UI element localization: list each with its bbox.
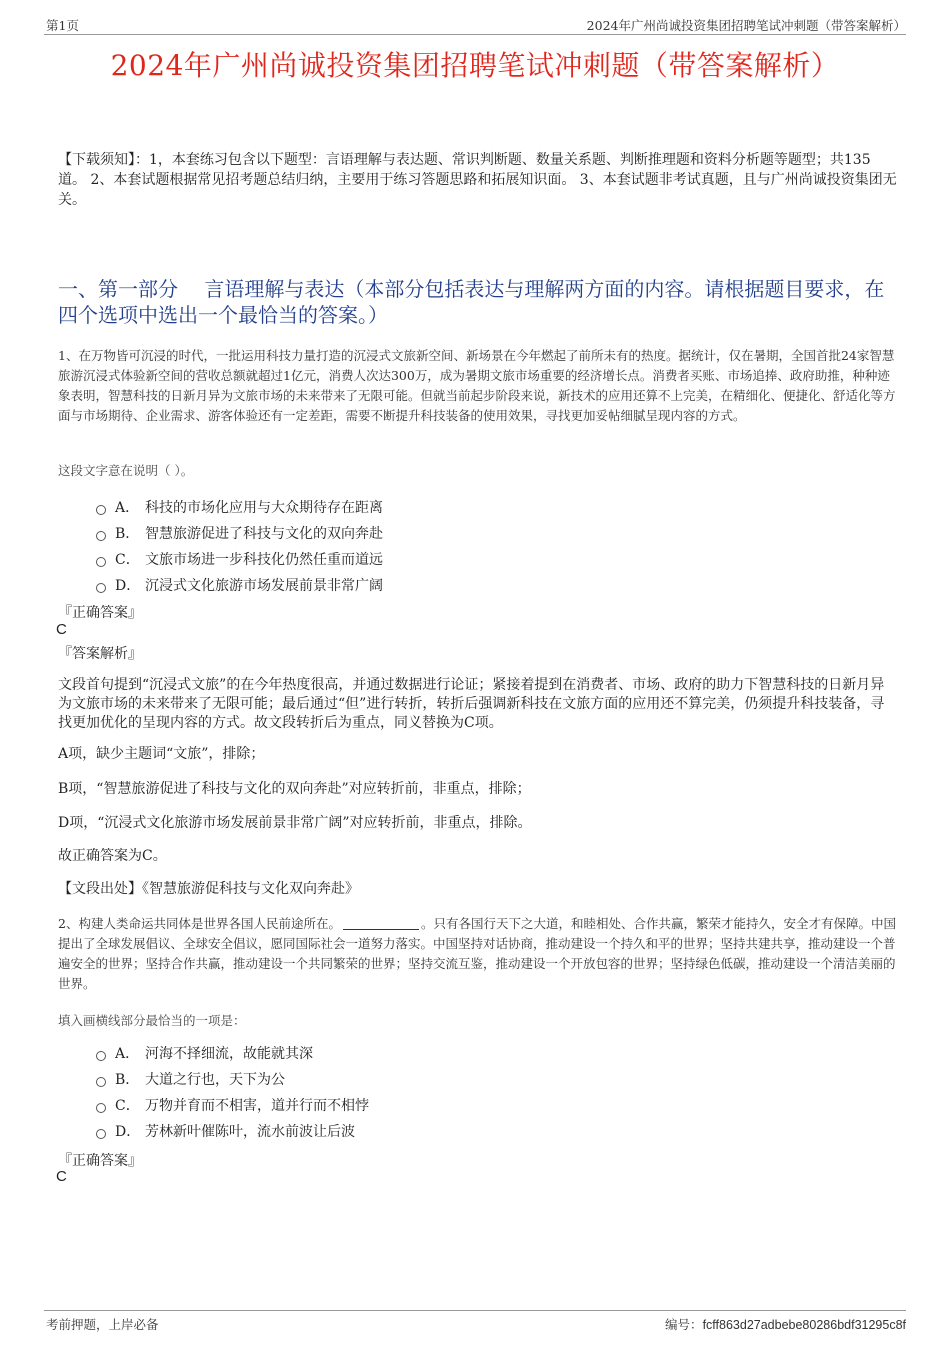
- radio-icon[interactable]: [96, 1051, 106, 1061]
- analysis-option-a: A项，缺少主题词“文旅”，排除；: [58, 746, 265, 762]
- page-header: [44, 14, 906, 35]
- document-code: 编号：fcff863d27adbebe80286bdf31295c8f: [665, 1317, 906, 1332]
- option-b[interactable]: B． 智慧旅游促进了科技与文化的双向奔赴: [96, 520, 876, 546]
- option-d[interactable]: D． 芳林新叶催陈叶，流水前波让后波: [96, 1118, 876, 1144]
- option-a[interactable]: A． 河海不择细流，故能就其深: [96, 1040, 876, 1066]
- question-2-options: [96, 1040, 876, 1144]
- question-2-text: 2、构建人类命运共同体是世界各国人民前途所在。 。只有各国行天下之大道，和睦相处、合作共赢，繁荣才能持久，安全才有保障。中国提出了全球发展倡议、全球安全倡议，愿同国际社会一道努力落实。中国坚持对话协商，推动建设一个持久和平的世界；坚持共建共享，推动建设一个普遍安全的世界；坚持合作共赢，推动建设一个共同繁荣的世界；坚持交流互鉴，推动建设一个开放包容的世界；坚持绿色低碳，推动建设一个清洁美丽的世界。: [58, 916, 896, 991]
- footer-slogan: 考前押题，上岸必备: [46, 1317, 159, 1332]
- answer-value: C: [56, 621, 67, 638]
- question-1-prompt: 这段文字意在说明（ ）。: [58, 463, 194, 478]
- question-1-options: [96, 494, 876, 598]
- download-notice: 【下载须知】：1，本套练习包含以下题型：言语理解与表达题、常识判断题、数量关系题、判断推理题和资料分析题等题型；共135道。 2、本套试题根据常见招考题总结归纳，主要用于练习答题思路和拓展知识面。 3、本套试题非考试真题，且与广州尚诚投资集团无关。: [58, 152, 897, 208]
- fill-blank: [343, 916, 419, 930]
- page-footer: [44, 1310, 906, 1333]
- option-d[interactable]: D． 沉浸式文化旅游市场发展前景非常广阔: [96, 572, 876, 598]
- page-title: 2024年广州尚诚投资集团招聘笔试冲刺题（带答案解析）: [110, 49, 840, 82]
- radio-icon[interactable]: [96, 557, 106, 567]
- answer-label: 『正确答案』: [58, 1153, 142, 1169]
- analysis-paragraph: 文段首句提到“沉浸式文旅”的在今年热度很高，并通过数据进行论证；紧接着提到在消费者、市场、政府的助力下智慧科技的日新月异为文旅市场的未来带来了无限可能；最后通过“但”进行转折，转折后强调新科技在文旅方面的应用还不算完美，仍须提升科技装备，寻找更加优化的呈现内容的方式。故文段转折后为重点，同义替换为C项。: [58, 677, 885, 731]
- passage-source: 【文段出处】《智慧旅游促科技与文化双向奔赴》: [58, 881, 359, 897]
- question-1-text: 1、在万物皆可沉浸的时代，一批运用科技力量打造的沉浸式文旅新空间、新场景在今年燃起了前所未有的热度。据统计，仅在暑期，全国首批24家智慧旅游沉浸式体验新空间的营收总额就超过1亿元，消费人次达300万，成为暑期文旅市场重要的经济增长点。消费者买账、市场追捧、政府助推，种种迹象表明，智慧科技的日新月异为文旅市场的未来带来了无限可能。但就当前起步阶段来说，新技术的应用还算不上完美，在精细化、便捷化、舒适化等方面与市场期待、企业需求、游客体验还有一定差距，需要不断提升科技装备的使用效果，寻找更加妥帖细腻呈现内容的方式。: [58, 348, 896, 423]
- option-c[interactable]: C． 万物并育而不相害，道并行而不相悖: [96, 1092, 876, 1118]
- question-2-prompt: 填入画横线部分最恰当的一项是：: [58, 1013, 246, 1028]
- option-a[interactable]: A． 科技的市场化应用与大众期待存在距离: [96, 494, 876, 520]
- option-c[interactable]: C． 文旅市场进一步科技化仍然任重而道远: [96, 546, 876, 572]
- analysis-option-d: D项，“沉浸式文化旅游市场发展前景非常广阔”对应转折前，非重点，排除。: [58, 815, 532, 831]
- answer-value: C: [56, 1168, 67, 1185]
- answer-label: 『正确答案』: [58, 605, 142, 621]
- radio-icon[interactable]: [96, 531, 106, 541]
- section-heading: 一、第一部分 言语理解与表达（本部分包括表达与理解两方面的内容。请根据题目要求，在四个选项中选出一个最恰当的答案。）: [58, 277, 885, 327]
- radio-icon[interactable]: [96, 1103, 106, 1113]
- analysis-conclusion: 故正确答案为C。: [58, 848, 167, 864]
- radio-icon[interactable]: [96, 1129, 106, 1139]
- radio-icon[interactable]: [96, 583, 106, 593]
- page-number: 第1页: [46, 18, 79, 33]
- analysis-label: 『答案解析』: [58, 646, 142, 662]
- radio-icon[interactable]: [96, 1077, 106, 1087]
- analysis-option-b: B项，“智慧旅游促进了科技与文化的双向奔赴”对应转折前，非重点，排除；: [58, 781, 531, 797]
- radio-icon[interactable]: [96, 505, 106, 515]
- option-b[interactable]: B． 大道之行也，天下为公: [96, 1066, 876, 1092]
- header-doc-title: 2024年广州尚诚投资集团招聘笔试冲刺题（带答案解析）: [586, 18, 906, 33]
